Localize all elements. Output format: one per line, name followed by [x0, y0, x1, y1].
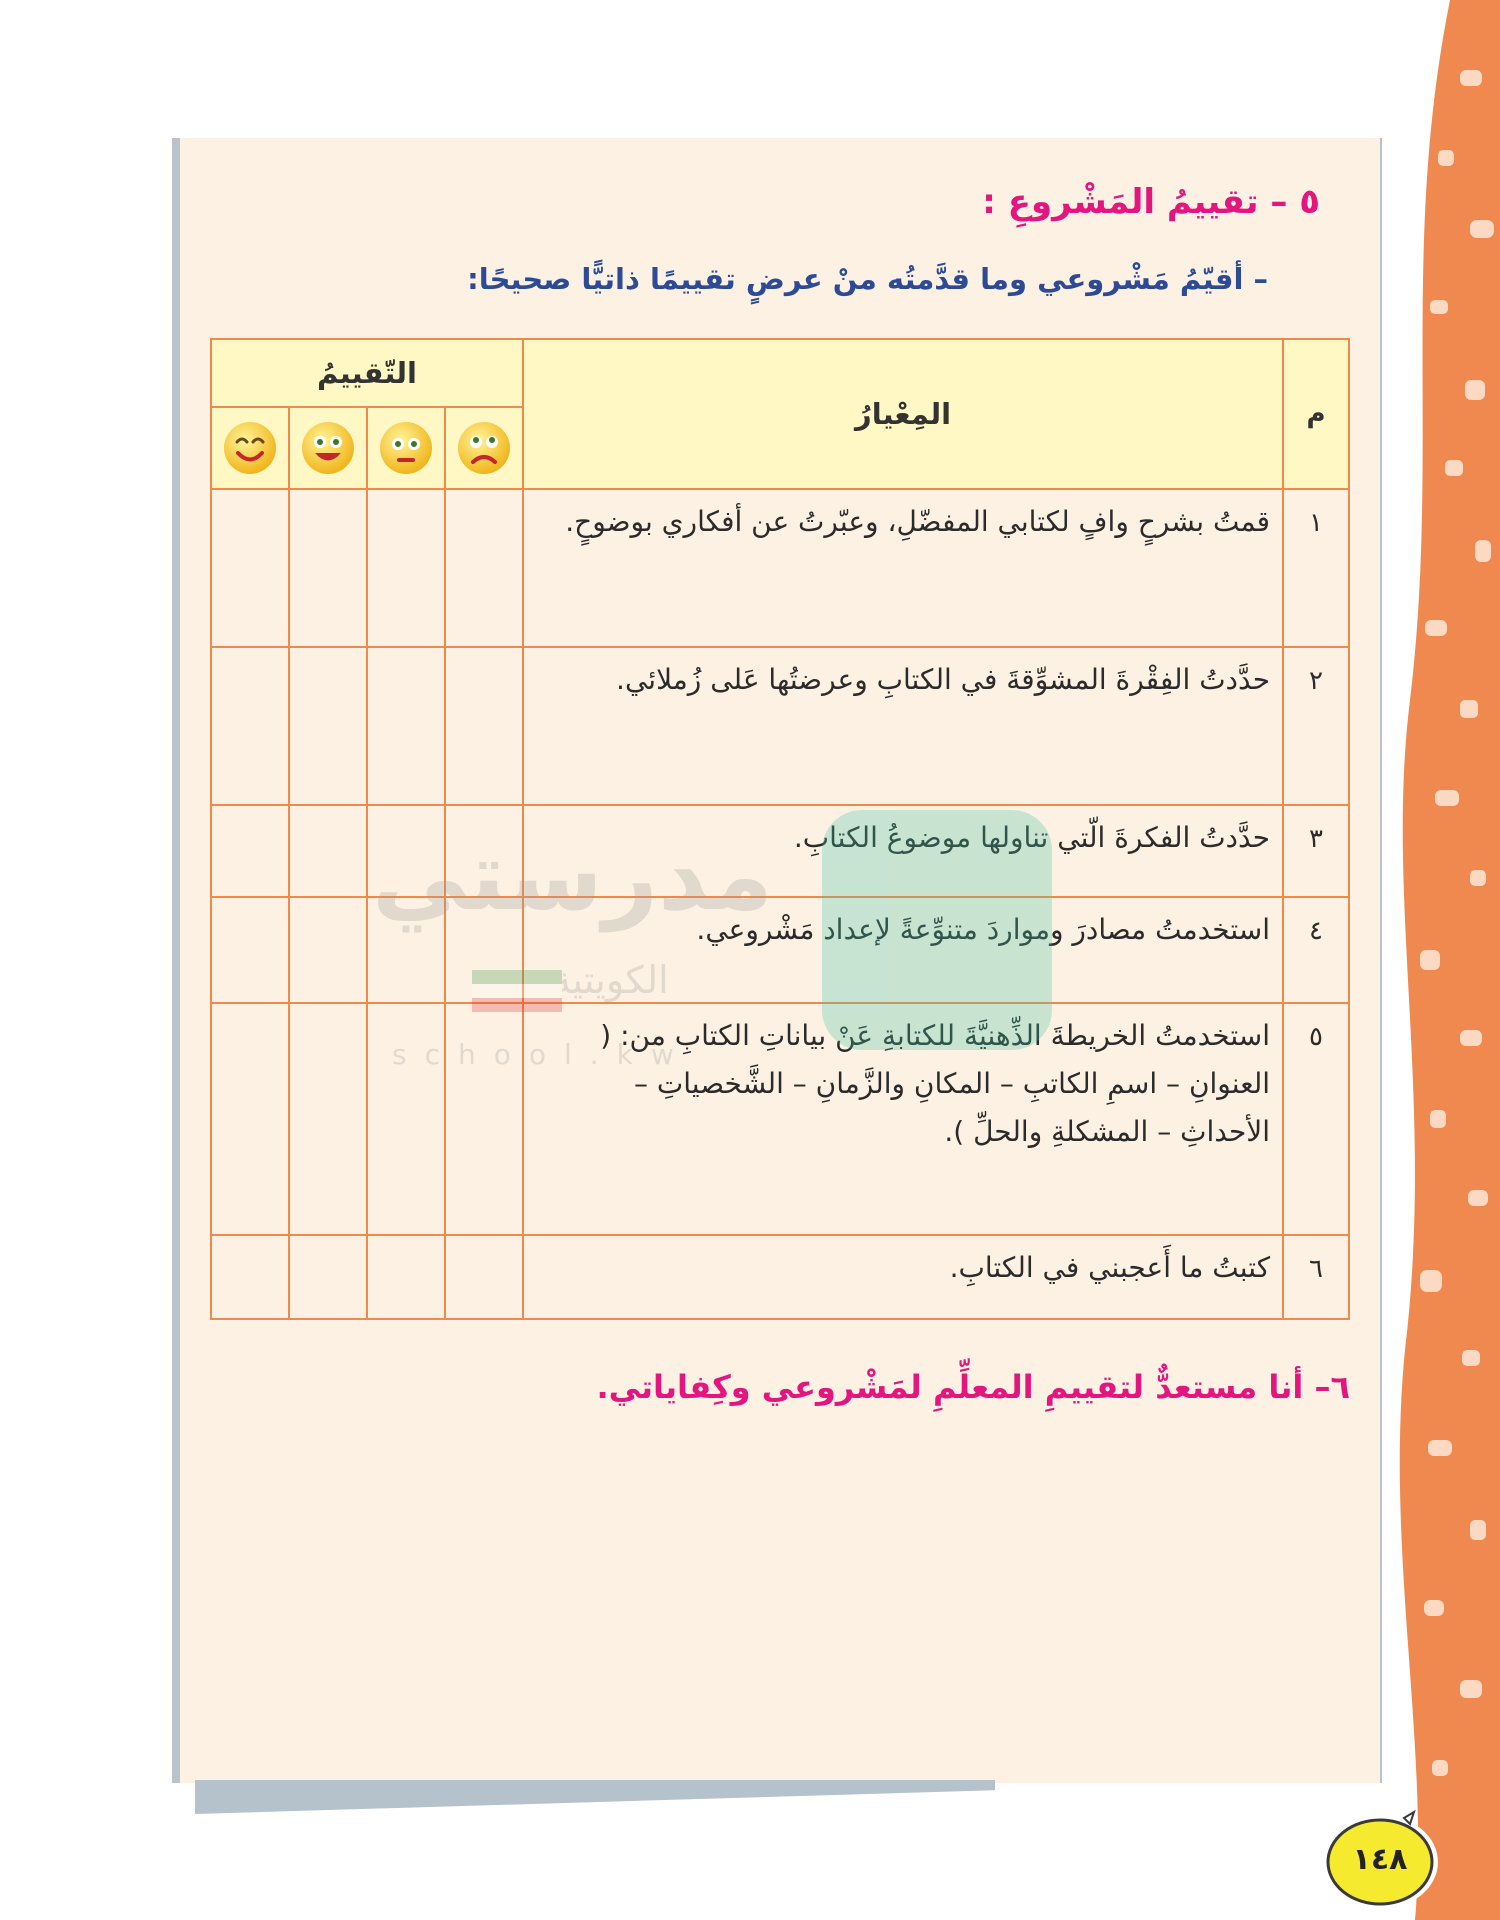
row-number: ٦ — [1283, 1235, 1349, 1319]
sad-face-icon — [456, 420, 512, 476]
page-number-badge — [1318, 1808, 1442, 1912]
rating-cell[interactable] — [445, 647, 523, 805]
rating-cell[interactable] — [211, 489, 289, 647]
criterion-text: حدَّدتُ الفِقْرةَ المشوِّقةَ في الكتابِ وعرضتُها عَلى زُملائي. — [523, 647, 1283, 805]
column-header-rating: التّقييمُ — [211, 339, 523, 407]
criterion-text: استخدمتُ الخريطةَ الذِّهنيَّةَ للكتابةِ عَنْ بياناتِ الكتابِ من: ( العنوانِ – اسمِ الكاتبِ – المكانِ والزَّمانِ – الشَّخصياتِ – الأحداثِ – المشكلةِ والحلِّ ). — [523, 1003, 1283, 1235]
section-subtitle: – أقيّمُ مَشْروعي وما قدَّمتُه منْ عرضٍ تقييمًا ذاتيًّا صحيحًا: — [467, 262, 1268, 296]
evaluation-table — [210, 338, 1350, 1320]
row-number: ٣ — [1283, 805, 1349, 897]
rating-cell[interactable] — [445, 1003, 523, 1235]
rating-cell[interactable] — [445, 897, 523, 1003]
row-number: ١ — [1283, 489, 1349, 647]
rating-header-happy — [289, 407, 367, 489]
watermark-sub-text: الكويتية — [552, 958, 669, 1002]
happy-face-icon — [300, 420, 356, 476]
rating-cell[interactable] — [211, 1003, 289, 1235]
paper-bottom-shadow — [195, 1780, 995, 1814]
criterion-text: حدَّدتُ الفكرةَ الّتي تناولها موضوعُ الكتابِ. — [523, 805, 1283, 897]
watermark-main-text: مدرستي — [372, 820, 773, 932]
rating-cell[interactable] — [211, 805, 289, 897]
smiling-face-icon — [222, 420, 278, 476]
section-title: ٥ – تقييمُ المَشْروعِ : — [982, 182, 1320, 222]
row-number: ٤ — [1283, 897, 1349, 1003]
rating-cell[interactable] — [289, 647, 367, 805]
rating-cell[interactable] — [367, 805, 445, 897]
rating-cell[interactable] — [367, 1235, 445, 1319]
rating-cell[interactable] — [289, 897, 367, 1003]
column-header-number: م — [1283, 339, 1349, 489]
row-number: ٢ — [1283, 647, 1349, 805]
rating-cell[interactable] — [445, 1235, 523, 1319]
rating-cell[interactable] — [211, 1235, 289, 1319]
rating-cell[interactable] — [367, 897, 445, 1003]
rating-cell[interactable] — [367, 647, 445, 805]
teacher-evaluation-note: ٦– أنا مستعدٌّ لتقييمِ المعلِّمِ لمَشْروعي وكِفاياتي. — [596, 1368, 1350, 1406]
rating-cell[interactable] — [367, 489, 445, 647]
rating-cell[interactable] — [211, 647, 289, 805]
decorative-side-band — [1390, 0, 1500, 1920]
watermark-url: school.kw — [392, 1038, 692, 1071]
rating-cell[interactable] — [445, 489, 523, 647]
criterion-text: كتبتُ ما أَعجبني في الكتابِ. — [523, 1235, 1283, 1319]
rating-cell[interactable] — [289, 489, 367, 647]
column-header-criterion: المِعْيارُ — [523, 339, 1283, 489]
rating-cell[interactable] — [289, 805, 367, 897]
rating-header-neutral — [367, 407, 445, 489]
criterion-text: استخدمتُ مصادرَ ومواردَ متنوِّعةً لإعداد مَشْروعي. — [523, 897, 1283, 1003]
rating-cell[interactable] — [367, 1003, 445, 1235]
neutral-face-icon — [378, 420, 434, 476]
rating-header-smiling — [211, 407, 289, 489]
rating-cell[interactable] — [289, 1235, 367, 1319]
rating-cell[interactable] — [445, 805, 523, 897]
page-number: ١٤٨ — [1352, 1842, 1408, 1877]
criterion-text: قمتُ بشرحٍ وافٍ لكتابي المفضّلِ، وعبّرتُ عن أفكاري بوضوحٍ. — [523, 489, 1283, 647]
rating-cell[interactable] — [289, 1003, 367, 1235]
row-number: ٥ — [1283, 1003, 1349, 1235]
rating-header-sad — [445, 407, 523, 489]
rating-cell[interactable] — [211, 897, 289, 1003]
